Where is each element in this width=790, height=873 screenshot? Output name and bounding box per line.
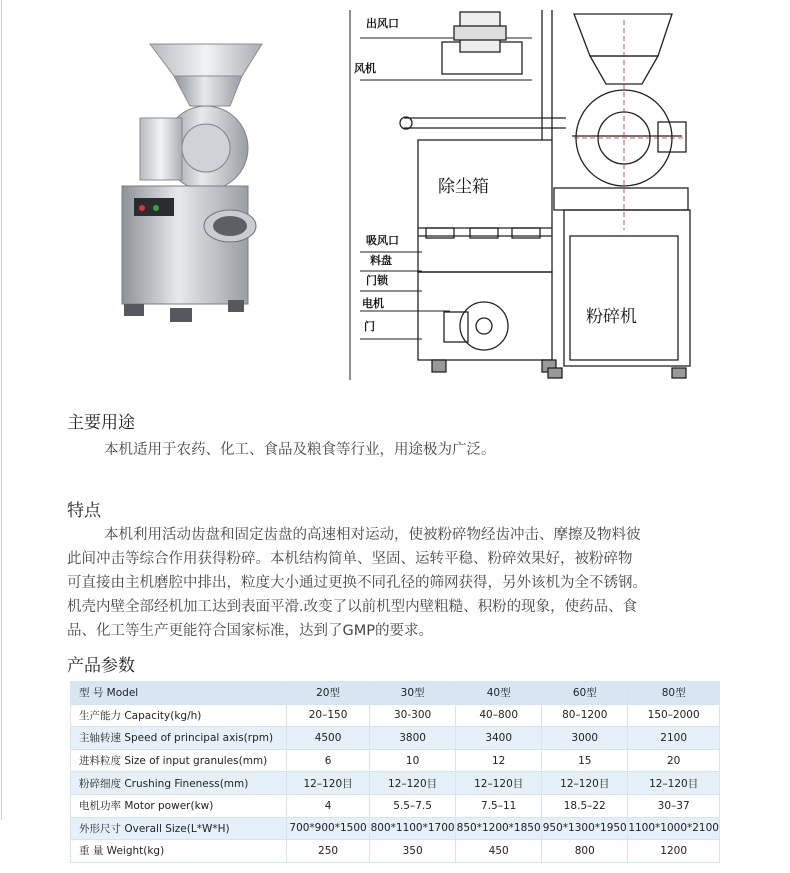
table-cell: 20–150 [287,704,370,727]
table-cell: 12–120目 [456,772,542,795]
row-label: 型 号 Model [71,682,287,705]
table-cell: 150–2000 [628,704,720,727]
table-cell: 2100 [628,727,720,750]
label-door: 门 [364,320,375,333]
table-cell: 5.5–7.5 [370,794,456,817]
table-cell: 1200 [628,840,720,863]
table-row [71,704,720,727]
table-row [71,772,720,795]
product-photo [112,36,270,324]
table-cell: 850*1200*1850 [456,817,542,840]
table-row [71,682,720,705]
left-border-line [1,0,2,820]
table-cell: 4500 [287,727,370,750]
table-cell: 4 [287,794,370,817]
label-tray: 料盘 [370,254,392,267]
table-row [71,749,720,772]
table-cell: 450 [456,840,542,863]
table-cell: 20 [628,749,720,772]
label-dust-box: 除尘箱 [438,177,489,197]
features-line: 品、化工等生产更能符合国家标准，达到了GMP的要求。 [67,623,433,639]
table-cell: 20型 [287,682,370,705]
row-label: 生产能力 Capacity(kg/h) [71,704,287,727]
table-cell: 800 [542,840,628,863]
table-cell: 12–120目 [628,772,720,795]
params-title: 产品参数 [67,656,135,676]
table-cell: 18.5–22 [542,794,628,817]
table-cell: 3800 [370,727,456,750]
table-cell: 7.5–11 [456,794,542,817]
table-cell: 12–120目 [370,772,456,795]
label-outlet: 出风口 [366,17,399,30]
row-label: 进料粒度 Size of input granules(mm) [71,749,287,772]
table-row [71,840,720,863]
table-cell: 3000 [542,727,628,750]
table-cell: 700*900*1500 [287,817,370,840]
table-cell: 40–800 [456,704,542,727]
table-cell: 80型 [628,682,720,705]
table-cell: 80–1200 [542,704,628,727]
table-cell: 40型 [456,682,542,705]
label-fan: 风机 [354,62,376,75]
table-cell: 350 [370,840,456,863]
usage-text-content: 本机适用于农药、化工、食品及粮食等行业，用途极为广泛。 [104,442,496,458]
features-line: 此间冲击等综合作用获得粉碎。本机结构简单、坚固、运转平稳、粉碎效果好，被粉碎物 [67,551,633,567]
table-cell: 6 [287,749,370,772]
row-label: 外形尺寸 Overall Size(L*W*H) [71,817,287,840]
features-line: 本机利用活动齿盘和固定齿盘的高速相对运动，使被粉碎物经齿冲击、摩擦及物料彼 [104,527,641,543]
table-row [71,727,720,750]
features-line: 可直接由主机磨腔中排出，粒度大小通过更换不同孔径的筛网获得，另外该机为全不锈钢。 [67,575,647,591]
structure-diagram [342,0,700,385]
features-text [67,523,747,643]
label-suction: 吸风口 [366,234,399,247]
row-label: 主轴转速 Speed of principal axis(rpm) [71,727,287,750]
features-title: 特点 [67,501,101,521]
table-cell: 30型 [370,682,456,705]
params-table [70,681,720,863]
table-cell: 15 [542,749,628,772]
row-label: 粉碎细度 Crushing Fineness(mm) [71,772,287,795]
table-cell: 12 [456,749,542,772]
row-label: 电机功率 Motor power(kw) [71,794,287,817]
table-cell: 60型 [542,682,628,705]
row-label: 重 量 Weight(kg) [71,840,287,863]
table-cell: 250 [287,840,370,863]
table-cell: 10 [370,749,456,772]
table-cell: 30-300 [370,704,456,727]
table-row [71,794,720,817]
usage-title: 主要用途 [67,413,135,433]
table-cell: 12–120目 [542,772,628,795]
label-crusher: 粉碎机 [586,307,637,327]
label-motor: 电机 [362,297,384,310]
usage-text [67,438,747,462]
table-cell: 12–120目 [287,772,370,795]
table-cell: 950*1300*1950 [542,817,628,840]
features-line: 机壳内壁全部经机加工达到表面平滑.改变了以前机型内壁粗糙、积粉的现象，使药品、食 [67,599,638,615]
table-cell: 800*1100*1700 [370,817,456,840]
table-cell: 30–37 [628,794,720,817]
table-row [71,817,720,840]
table-cell: 3400 [456,727,542,750]
label-door-lock: 门锁 [366,274,388,287]
table-cell: 1100*1000*2100 [628,817,720,840]
